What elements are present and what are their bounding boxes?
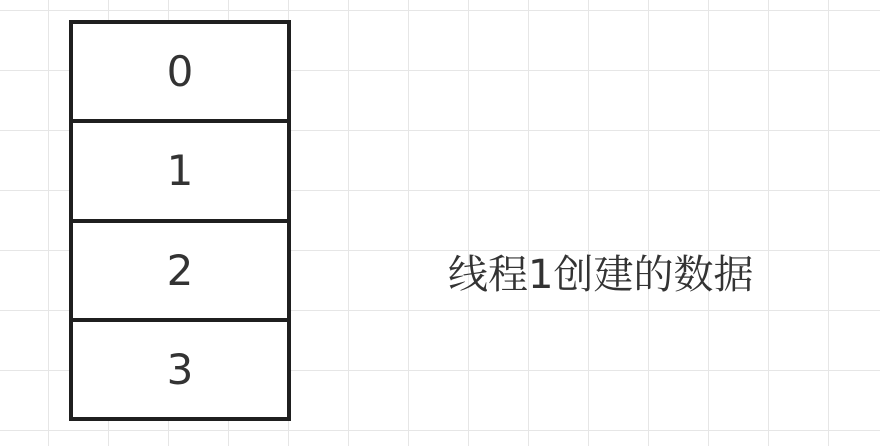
thread-data-caption: 线程1创建的数据: [448, 252, 754, 298]
array-stack: [69, 20, 291, 421]
array-cell-1: 1: [73, 119, 287, 218]
array-cell-0: 0: [166, 47, 194, 97]
array-cell-3: 3: [73, 318, 287, 417]
array-cell-2: 2: [73, 219, 287, 318]
